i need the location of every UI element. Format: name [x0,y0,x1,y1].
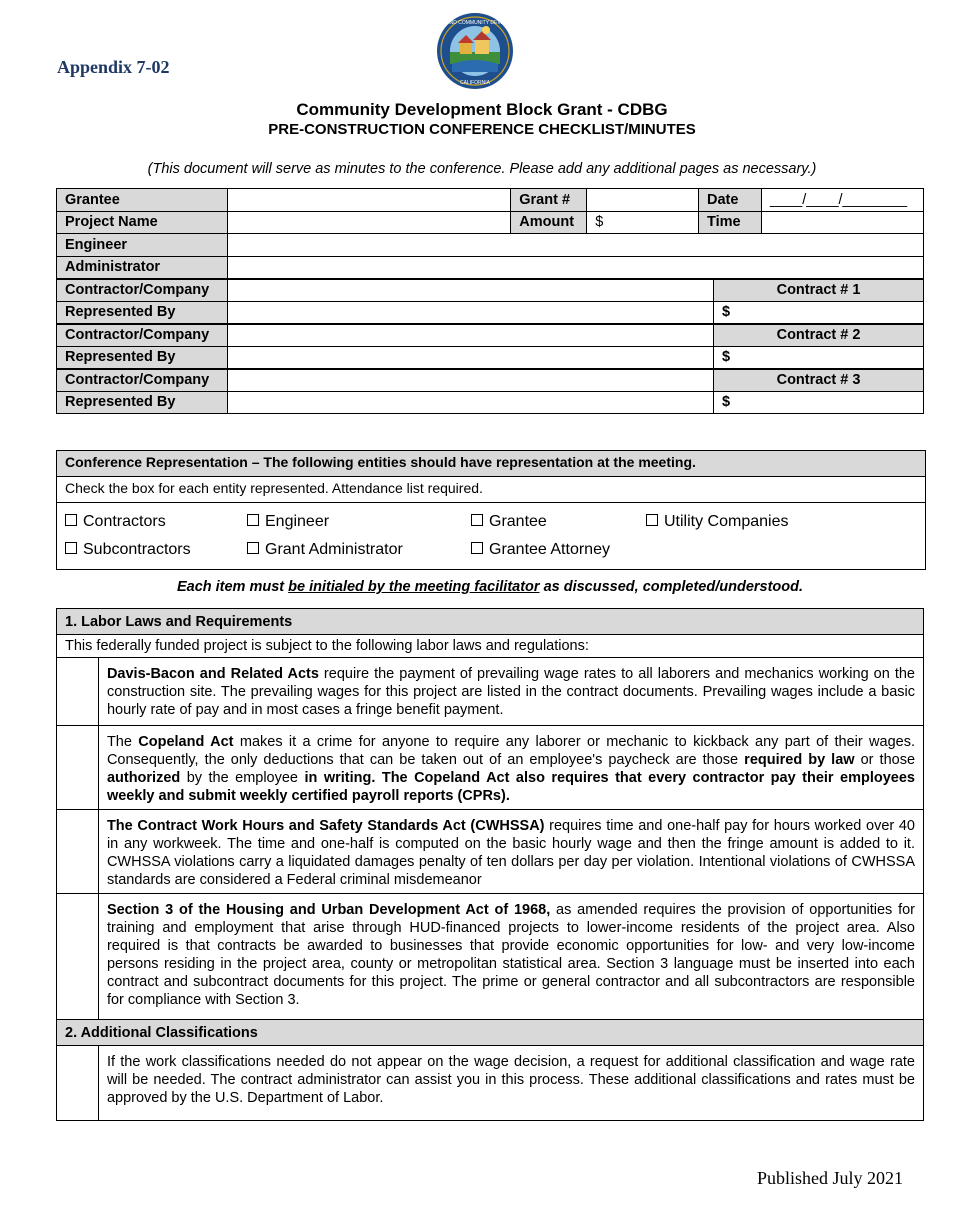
checkbox-icon [471,514,483,526]
time-label: Time [699,211,762,234]
svg-text:CALIFORNIA: CALIFORNIA [459,80,491,86]
contractor-1-label: Contractor/Company [57,279,228,302]
contract-1-label: Contract # 1 [714,279,924,302]
represented-by-1-label: Represented By [57,301,228,324]
grant-number-field[interactable] [587,189,699,212]
engineer-field[interactable] [227,234,923,257]
cwhssa-title: The Contract Work Hours and Safety Standards Act (CWHSSA) [106,818,545,834]
additional-classifications-paragraph: If the work classifications needed do not appear on the wage decision, a request for additional classification and wage rate will be needed. The contract administrator can assist you in this process. These additional classifications and rates must be approved by the U.S. Department of Labor. [98,1046,923,1121]
administrator-label: Administrator [57,256,228,279]
seal-graphic [421,12,529,90]
amount-field[interactable]: $ [587,211,699,234]
table-row [57,301,924,324]
checkbox-label: Contractors [83,513,166,530]
table-row [57,894,924,1020]
contractor-1-field[interactable] [227,279,713,302]
conference-representation-box [56,450,926,570]
represented-by-3-field[interactable] [227,391,713,414]
date-label: Date [699,189,762,212]
table-row [57,189,924,212]
copeland-emphasis: required by law [744,752,855,768]
cwhssa-paragraph [98,810,923,894]
checkbox-icon [471,542,483,554]
amount-label: Amount [511,211,587,234]
project-name-label: Project Name [57,211,228,234]
represented-by-2-label: Represented By [57,346,228,369]
date-field[interactable]: ____/____/________ [761,189,923,212]
section-2-heading: 2. Additional Classifications [57,1020,924,1046]
checkbox-icon [247,514,259,526]
davis-bacon-text: require the payment of prevailing wage rates to all laborers and mechanics working on the construction site. The prevailing wages for this project are listed in the contract documents. Prevailing wages include a basic hourly rate of pay and in most cases a fringe benefit payment. [106,666,915,718]
checkbox-label: Subcontractors [83,541,191,558]
contractor-3-label: Contractor/Company [57,369,228,392]
section-3-paragraph [98,894,923,1020]
section-3-title: Section 3 of the Housing and Urban Development Act of 1968, [106,902,551,918]
checkbox-label: Utility Companies [664,513,789,530]
grant-number-label: Grant # [511,189,587,212]
contractor-2-label: Contractor/Company [57,324,228,347]
svg-text:HOUSING AND COMMUNITY DEVELOPM: HOUSING AND COMMUNITY DEVELOPMENT [421,20,529,26]
contract-2-label: Contract # 2 [714,324,924,347]
copeland-emphasis: authorized [106,770,181,786]
document-subtitle: PRE-CONSTRUCTION CONFERENCE CHECKLIST/MINUTES [268,121,696,138]
section-1-intro: This federally funded project is subject to the following labor laws and regulations: [57,635,924,658]
checkbox-icon [65,514,77,526]
represented-by-3-label: Represented By [57,391,228,414]
checkbox-label: Engineer [265,513,330,530]
grantee-label: Grantee [57,189,228,212]
entity-checklist [57,503,925,569]
labor-requirements-table [56,608,924,1121]
section-3-text: as amended requires the provision of opportunities for training and employment that arise through HUD-financed projects to lower-income residents of the project area. Also required is that contracts be awarded to businesses that provide economic opportunities for low- and very low-income persons residing in the project area, county or metropolitan statistical area. Section 3 language must be inserted into each contract and subcontract documents for this project. The prime or general contractor and all subcontractors are responsible for compliance with Section 3. [106,902,916,1008]
administrator-field[interactable] [227,256,923,279]
table-row [57,391,924,414]
table-row [57,256,924,279]
checkbox-icon [646,514,658,526]
contractor-2-field[interactable] [227,324,713,347]
grantee-field[interactable] [227,189,510,212]
section-1-heading: 1. Labor Laws and Requirements [57,609,924,635]
conference-instruction: Check the box for each entity represented. Attendance list required. [57,477,925,503]
engineer-label: Engineer [57,234,228,257]
copeland-text: or those [854,752,916,768]
table-row [57,346,924,369]
document-title: Community Development Block Grant - CDBG [296,100,668,119]
contractor-3-field[interactable] [227,369,713,392]
initial-box-copeland[interactable] [57,726,99,810]
copeland-paragraph [98,726,923,810]
checkbox-label: Grantee [489,513,547,530]
table-row [57,658,924,726]
initial-box-davis-bacon[interactable] [57,658,99,726]
initial-box-additional-classifications[interactable] [57,1046,99,1121]
copeland-text: makes it a crime for anyone to require any laborer or mechanic to kickback any part of their wages. Consequently, the only deductions that can be taken out of an employee's paycheck are those [106,734,915,768]
table-row [57,324,924,347]
published-date: Published July 2021 [757,1168,904,1188]
contract-2-amount-field[interactable]: $ [714,346,924,369]
checkbox-label: Grant Administrator [265,541,403,558]
checkbox-grant-administrator[interactable] [247,541,403,559]
project-info-table [56,188,924,414]
appendix-label: Appendix 7-02 [57,57,170,77]
contract-3-label: Contract # 3 [714,369,924,392]
represented-by-1-field[interactable] [227,301,713,324]
table-row [57,726,924,810]
checkbox-engineer[interactable] [247,513,329,531]
davis-bacon-paragraph [98,658,923,726]
davis-bacon-title: Davis-Bacon and Related Acts [106,666,319,682]
checkbox-icon [65,542,77,554]
conference-heading: Conference Representation – The following entities should have representation at the meeting. [57,451,925,477]
cwhssa-text: requires time and one-half pay for hours worked over 40 in any workweek. The time and one-half is computed on the basic hourly wage and then the fringe amount is added to it. CWHSSA violations carry a liquidated damages penalty of ten dollars per day per violation. Intentional violations of CWHSSA standards are considered a Federal criminal misdemeanor [106,818,915,888]
checkbox-grantee-attorney[interactable] [471,541,610,559]
table-row [57,609,924,635]
copeland-title: Copeland Act [138,734,234,750]
copeland-text: by the employee [180,770,305,786]
table-row [57,635,924,658]
contract-3-amount-field[interactable]: $ [714,391,924,414]
table-row [57,211,924,234]
copeland-text: The [106,734,139,750]
checkbox-label: Grantee Attorney [489,541,610,558]
checkbox-contractors[interactable] [65,513,166,531]
table-row [57,234,924,257]
initial-instruction [0,579,980,595]
table-row [57,1020,924,1046]
table-row [57,279,924,302]
table-row [57,810,924,894]
checkbox-icon [247,542,259,554]
checkbox-utility-companies[interactable] [646,513,788,531]
hcd-seal-logo [421,12,529,90]
checkbox-subcontractors[interactable] [65,541,191,559]
instruction-emphasis: be initialed by the meeting facilitator [288,579,540,595]
project-name-field[interactable] [227,211,510,234]
copeland-emphasis: in writing. The Copeland Act also requires that every contractor pay their employees weekly and submit weekly certified payroll reports (CPRs). [106,770,915,804]
initial-box-cwhssa[interactable] [57,810,99,894]
instruction-text: as discussed, completed/understood. [539,579,804,595]
initial-box-section-3[interactable] [57,894,99,1020]
time-field[interactable] [761,211,923,234]
table-row [57,369,924,392]
table-row [57,1046,924,1121]
instruction-text: Each item must [176,579,289,595]
document-note: (This document will serve as minutes to the conference. Please add any additional pages as necessary.) [147,161,817,177]
checkbox-grantee[interactable] [471,513,547,531]
contract-1-amount-field[interactable]: $ [714,301,924,324]
represented-by-2-field[interactable] [227,346,713,369]
